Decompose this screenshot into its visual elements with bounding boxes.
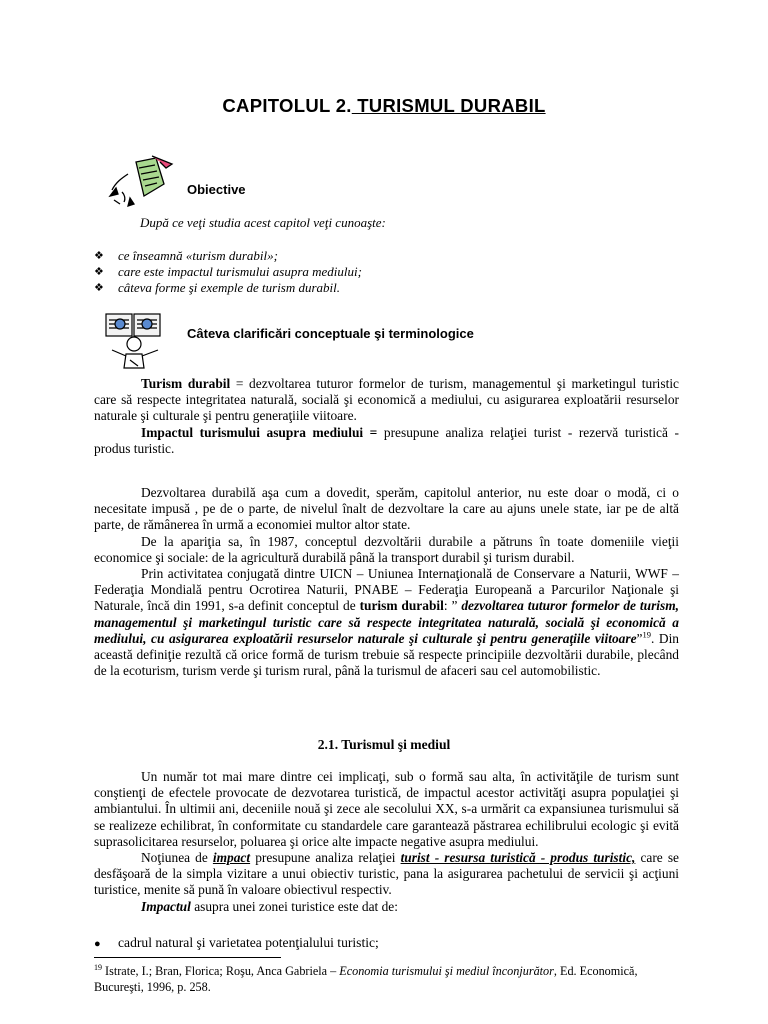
objectives-clipart-icon [106, 154, 174, 210]
paragraph: Dezvoltarea durabilă aşa cum a dovedit, sperăm, capitolul anterior, nu este doar o modă, ci o necesitate impusă , pe de o parte, de nivelul înalt de dezvoltare la care au ajuns unele state, iar pe de altă parte, de rămânerea în urmă a economiei multor altor state. [94, 485, 679, 533]
reading-person-clipart-icon [104, 310, 166, 370]
paragraph-impact: Noţiunea de impact presupune analiza relaţiei turist - resursa turistică - produs turistic, care se desfăşoară de la simpla vizitare a unui obiectiv turistic, pana la asigurarea pachetului de servicii şi acţiuni turistice, menite să pună în valoare obiectivul respectiv. [94, 850, 679, 898]
body-paragraphs [94, 485, 679, 679]
paragraph: Impactul asupra unei zonei turistice este dat de: [141, 898, 398, 914]
chapter-title-main: TURISMUL DURABIL [351, 95, 546, 116]
definition-sustainable-tourism: Turism durabil = dezvoltarea tuturor formelor de turism, managementul şi marketingul turistic care să respecte integritatea naturală, socială şi economică a mediului, cu asigurarea exploatării resurselor naturale şi culturale şi pentru generaţiile viitoare. [94, 376, 679, 424]
paragraph: Un număr tot mai mare dintre cei implicaţi, sub o formă sau alta, în activităţile de turism sunt conştienţi de efectele provocate de dezvotarea turistică, de impactul acestor activităţi asupra populaţiei şi ambiantului. În ultimii ani, deceniile nouă şi zece ale secolului XX, s-a urmărit ca expansiunea turismului să se realizeze echilibrat, în conformitate cu standardele care garantează păstrarea echilibrului ecologic şi evită suprasolicitarea resurselor, poluarea şi orice alte impacte negative asupra mediului. [94, 769, 679, 849]
paragraph-definition: Prin activitatea conjugată dintre UICN – Uniunea Internaţională de Conservare a Naturii, WWF – Federaţia Mondială pentru Ocrotirea Naturii, PNABE – Federaţia Europeană a Parcurilor Naţionale şi Naturale, încă din 1991, s-a definit conceptul de turism durabil: ” dezvoltarea tuturor formelor de turism, managementul şi marketingul turistic care să respecte integritatea naturală, socială şi economică a mediului, cu asigurarea exploatării resurselor naturale şi culturale şi pentru generaţiile viitoare”$^{19}$. Din această definiţie rezultă că orice formă de turism trebuie să respecte principiile dezvoltării durabile, plecând de la ecoturism, turism verde şi turism rural, până la turismul de afaceri sau cel automobilistic. [94, 566, 679, 679]
diamond-bullet-icon: ❖ [94, 266, 104, 278]
footnote: $^{19}$ Istrate, I.; Bran, Florica; Roşu, Anca Gabriela – Economia turismului şi mediul înconjurător, Ed. Economică, Bucureşti, 1996, p. 258. [94, 962, 638, 994]
bullet-dot-icon: ● [94, 938, 101, 950]
definition-term: Impactul turismului asupra mediului = [141, 424, 378, 440]
footnote-ref: 19 [642, 629, 651, 640]
objectives-heading: Obiective [187, 182, 246, 197]
footnote-divider [94, 957, 281, 958]
chapter-title [0, 95, 768, 117]
definition-term: Turism durabil [141, 376, 231, 391]
list-item: ❖ câteva forme şi exemple de turism durabil. [94, 280, 341, 295]
objectives-intro: După ce veţi studia acest capitol veţi cunoaşte: [140, 215, 386, 230]
diamond-bullet-icon: ❖ [94, 250, 104, 262]
list-item: ❖ care este impactul turismului asupra mediului; [94, 264, 362, 279]
paragraph: De la apariţia sa, în 1987, conceptul dezvoltării durabile a pătruns în toate domeniile vieţii economice şi sociale: de la agricultură durabilă până la transport durabil şi turism durabil. [94, 533, 679, 565]
objectives-list [94, 248, 362, 296]
section-paragraphs [94, 769, 679, 915]
list-item: ● cadrul natural şi varietatea potenţialului turistic; [94, 935, 379, 950]
definitions-block [94, 376, 679, 457]
chapter-title-prefix: CAPITOLUL 2. [222, 95, 352, 116]
clarifications-heading: Câteva clarificări conceptuale şi terminologice [187, 326, 474, 341]
list-item: ❖ ce înseamnă «turism durabil»; [94, 248, 278, 263]
definition-impact: Impactul turismului asupra mediului = presupune analiza relaţiei turist - rezervă turistică - produs turistic. [94, 424, 679, 456]
diamond-bullet-icon: ❖ [94, 282, 104, 294]
section-heading: 2.1. Turismul şi mediul [317, 737, 451, 752]
